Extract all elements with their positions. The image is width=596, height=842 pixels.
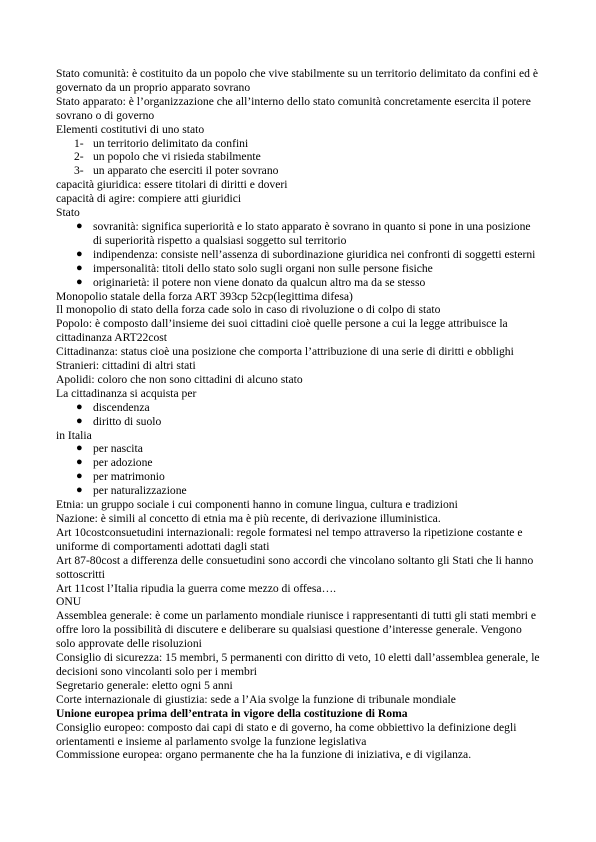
paragraph-stato-apparato: Stato apparato: è l’organizzazione che all’interno dello stato comunità concretamente esercita il potere sovrano o di governo [56,94,531,122]
paragraph-capacita-agire: capacità di agire: compiere atti giuridici [56,192,242,206]
list-number: 1- [74,136,84,150]
list-item [56,442,542,456]
bullet-icon: ● [76,275,83,288]
paragraph-stato-heading: Stato [56,206,80,220]
bullet-icon: ● [76,261,83,274]
paragraph-commissione: Commissione europea: organo permanente che ha la funzione di iniziativa, e di vigilanza. [56,748,472,762]
paragraph-unione-europea-heading: Unione europea prima dell’entrata in vigore della costituzione di Roma [56,706,408,720]
paragraph-nazione: Nazione: è simili al concetto di etnia ma è più recente, di derivazione illuministica. [56,512,441,525]
elementi-list [56,137,542,179]
paragraph-onu: ONU [56,595,82,609]
list-item-text: diritto di suolo [93,414,162,428]
bullet-icon: ● [76,470,83,483]
list-item [56,220,542,248]
bullet-icon: ● [76,456,83,469]
list-item [56,415,542,429]
paragraph-corte: Corte internazionale di giustizia: sede a l’Aia svolge la funzione di tribunale mondiale [56,692,456,706]
list-item [56,484,542,498]
paragraph-art87: Art 87-80cost a differenza delle consuetudini sono accordi che vincolano soltanto gli Stati che li hanno sottoscritti [56,553,534,581]
bullet-icon: ● [76,247,83,260]
paragraph-italia-heading: in Italia [56,428,92,442]
list-item [56,456,542,470]
list-item-text: sovranità: significa superiorità e lo stato apparato è sovrano in quanto si pone in una posizione di superiorità rispetto a qualsiasi soggetto sul territorio [93,219,531,247]
paragraph-etnia: Etnia: un gruppo sociale i cui componenti hanno in comune lingua, cultura e tradizioni [56,498,458,512]
bullet-icon: ● [76,414,83,427]
paragraph-elementi-heading: Elementi costitutivi di uno stato [56,122,205,136]
list-item-text: per matrimonio [93,470,165,484]
paragraph-stranieri: Stranieri: cittadini di altri stati [56,359,196,373]
list-item-text: un territorio delimitato da confini [93,136,249,150]
paragraph-cittadinanza: Cittadinanza: status cioè una posizione che comporta l’attribuzione di una serie di diritti e obblighi [56,345,514,359]
list-item-text: indipendenza: consiste nell’assenza di subordinazione giuridica nei confronti di soggetti esterni [93,247,536,261]
bullet-icon: ● [76,484,83,497]
list-item-text: per nascita [93,442,143,456]
paragraph-art10: Art 10costconsuetudini internazionali: regole formatesi nel tempo attraverso la ripetizione costante e uniforme di comportamenti adottati dagli stati [56,525,523,553]
list-item [56,276,542,290]
paragraph-apolidi: Apolidi: coloro che non sono cittadini di alcuno stato [56,372,303,386]
list-item [56,248,542,262]
list-item-text: per naturalizzazione [93,484,187,498]
list-item [56,401,542,415]
bullet-icon: ● [76,219,83,232]
paragraph-segretario: Segretario generale: eletto ogni 5 anni [56,678,233,692]
list-item-text: un apparato che eserciti il poter sovrano [93,164,279,178]
list-item-text: per adozione [93,456,153,470]
document-body [56,67,542,762]
list-item [56,164,542,178]
list-number: 2- [74,150,84,164]
list-item [56,470,542,484]
list-item-text: impersonalità: titoli dello stato solo sugli organi non sulle persone fisiche [93,261,433,275]
list-item-text: discendenza [93,400,150,414]
list-item-text: un popolo che vi risieda stabilmente [93,150,261,164]
stato-list [56,220,542,290]
paragraph-assemblea: Assemblea generale: è come un parlamento mondiale riunisce i rappresentanti di tutti gli stati membri e offre loro la possibilità di discutere e deliberare su qualsiasi questione d’interesse generale. Vengono solo approvate delle risoluzioni [56,609,537,651]
list-number: 3- [74,164,84,178]
list-item [56,150,542,164]
list-item [56,137,542,151]
paragraph-monopolio-cade: Il monopolio di stato della forza cade solo in caso di rivoluzione o di colpo di stato [56,303,441,317]
list-item [56,262,542,276]
list-item-text: originarietà: il potere non viene donato da qualcun altro ma da se stesso [93,275,426,289]
paragraph-art11: Art 11cost l’Italia ripudia la guerra come mezzo di offesa…. [56,581,337,595]
bullet-icon: ● [76,442,83,455]
paragraph-stato-comunita: Stato comunità: è costituito da un popolo che vive stabilmente su un territorio delimitato da confini ed è governato da un proprio apparato sovrano [56,67,538,94]
acquisto-list [56,401,542,429]
paragraph-acquisto-heading: La cittadinanza si acquista per [56,386,197,400]
paragraph-popolo: Popolo: è composto dall’insieme dei suoi cittadini cioè quelle persone a cui la legge attribuisce la cittadinanza ART22cost [56,317,508,345]
paragraph-capacita-giuridica: capacità giuridica: essere titolari di diritti e doveri [56,178,288,192]
bullet-icon: ● [76,400,83,413]
italia-list [56,442,542,498]
paragraph-consiglio-sicurezza: Consiglio di sicurezza: 15 membri, 5 permanenti con diritto di veto, 10 eletti dall’assemblea generale, le decisioni sono vincolanti solo per i membri [56,651,540,678]
paragraph-monopolio: Monopolio statale della forza ART 393cp 52cp(legittima difesa) [56,289,353,303]
paragraph-consiglio-europeo: Consiglio europeo: composto dai capi di stato e di governo, ha come obbiettivo la definizione degli orientamenti e insieme al parlamento svolge la funzione legislativa [56,720,517,748]
